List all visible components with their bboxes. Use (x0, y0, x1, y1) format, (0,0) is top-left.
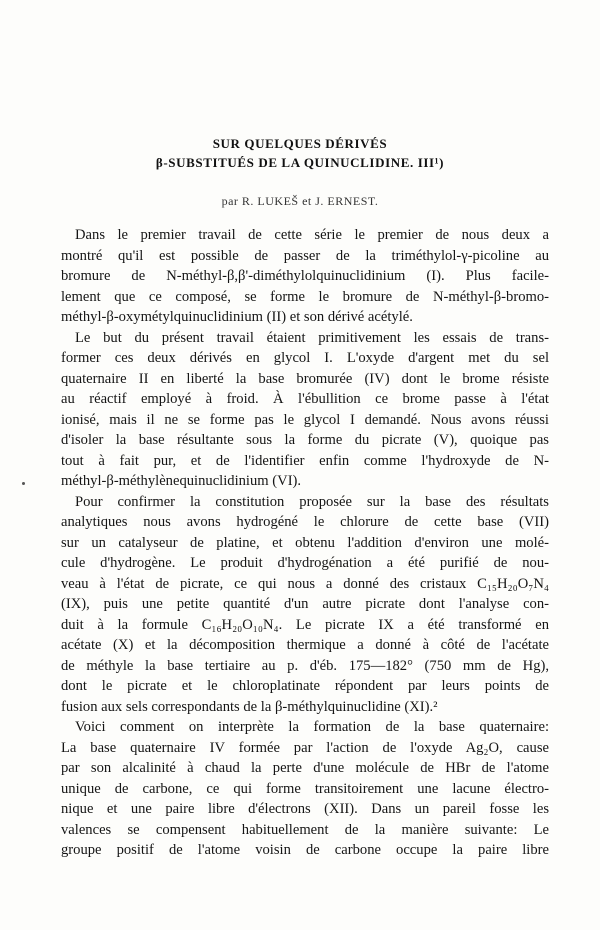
body-line: par son alcalinité à chaud la perte d'une molécule de HBr de l'atome (61, 760, 549, 776)
body-line: (IX), puis une petite quantité d'un autre picrate dont l'analyse con- (61, 596, 549, 612)
body-line: analytiques nous avons hydrogéné le chlorure de cette base (VII) (61, 514, 549, 530)
body-line: fusion aux sels correspondants de la β-méthylquinuclidine (XI).² (61, 698, 438, 715)
body-line: ionisé, mais il ne se forme pas le glycol I demandé. Nous avons réussi (61, 411, 549, 428)
article-body (61, 225, 549, 861)
article-title-line-2: β-SUBSTITUÉS DE LA QUINUCLIDINE. III¹) (155, 155, 445, 170)
scan-speck (22, 482, 25, 485)
body-line: d'isoler la base résultante sous la forme du picrate (V), quoique pas (61, 432, 549, 448)
body-line: acétate (X) et la décomposition thermique a donné à côté de l'acétate (61, 637, 549, 653)
body-line: méthyl-β-oxymétylquinuclidinium (II) et son dérivé acétylé. (61, 309, 413, 325)
body-line: Voici comment on interprète la formation de la base quaternaire: (75, 719, 549, 735)
body-line: veau à l'état de picrate, ce qui nous a donné des cristaux C₁₅H₂₀O₇N₄ (61, 575, 549, 592)
body-line: cule d'hydrogène. Le produit d'hydrogénation a été purifié de nou- (61, 555, 549, 571)
body-line: quaternaire II en liberté la base bromurée (IV) dont le brome résiste (61, 370, 549, 387)
article-title-line-1: SUR QUELQUES DÉRIVÉS (212, 136, 388, 151)
body-line: méthyl-β-méthylènequinuclidinium (VI). (61, 473, 302, 489)
body-line: Le but du présent travail étaient primitivement les essais de trans- (75, 329, 549, 346)
body-line: au réactif employé à froid. À l'ébullition ce brome passe à l'état (61, 391, 549, 407)
body-line: unique de carbone, ce qui forme transitoirement une lacune électro- (61, 780, 549, 797)
body-line: La base quaternaire IV formée par l'action de l'oxyde Ag₂O, cause (61, 739, 549, 756)
body-line: tout à fait pur, et de l'identifier enfin comme l'hydroxyde de N- (61, 452, 549, 469)
body-line: groupe positif de l'atome voisin de carbone occupe la paire libre (61, 842, 549, 858)
body-line: dont le picrate et le chloroplatinate répondent par leurs points de (61, 678, 549, 694)
body-line: bromure de N-méthyl-β,β'-diméthylolquinuclidinium (I). Plus facile- (61, 268, 549, 284)
body-line: lement que ce composé, se forme le bromure de N-méthyl-β-bromo- (61, 288, 549, 305)
body-line: Dans le premier travail de cette série le premier de nous deux a (75, 227, 549, 243)
body-line: nique et une paire libre d'électrons (XII). Dans un pareil fosse les (61, 801, 549, 817)
body-line: valences se compensent habituellement de la manière suivante: Le (61, 821, 549, 838)
article-authors: par R. LUKEŠ et J. ERNEST. (221, 194, 379, 208)
body-line: de méthyle la base tertiaire au p. d'éb. 175—182° (750 mm de Hg), (61, 657, 549, 674)
body-line: duit à la formule C₁₆H₂₀O₁₀N₄. Le picrate IX a été transformé en (61, 616, 549, 633)
body-line: Pour confirmer la constitution proposée sur la base des résultats (75, 493, 549, 510)
body-line: montré qu'il est possible de passer de la triméthylol-γ-picoline au (61, 247, 549, 264)
body-line: sur un catalyseur de platine, et obtenu l'addition d'environ une molé- (61, 534, 549, 551)
body-line: former ces deux dérivés en glycol I. L'oxyde d'argent met du sel (61, 350, 549, 366)
